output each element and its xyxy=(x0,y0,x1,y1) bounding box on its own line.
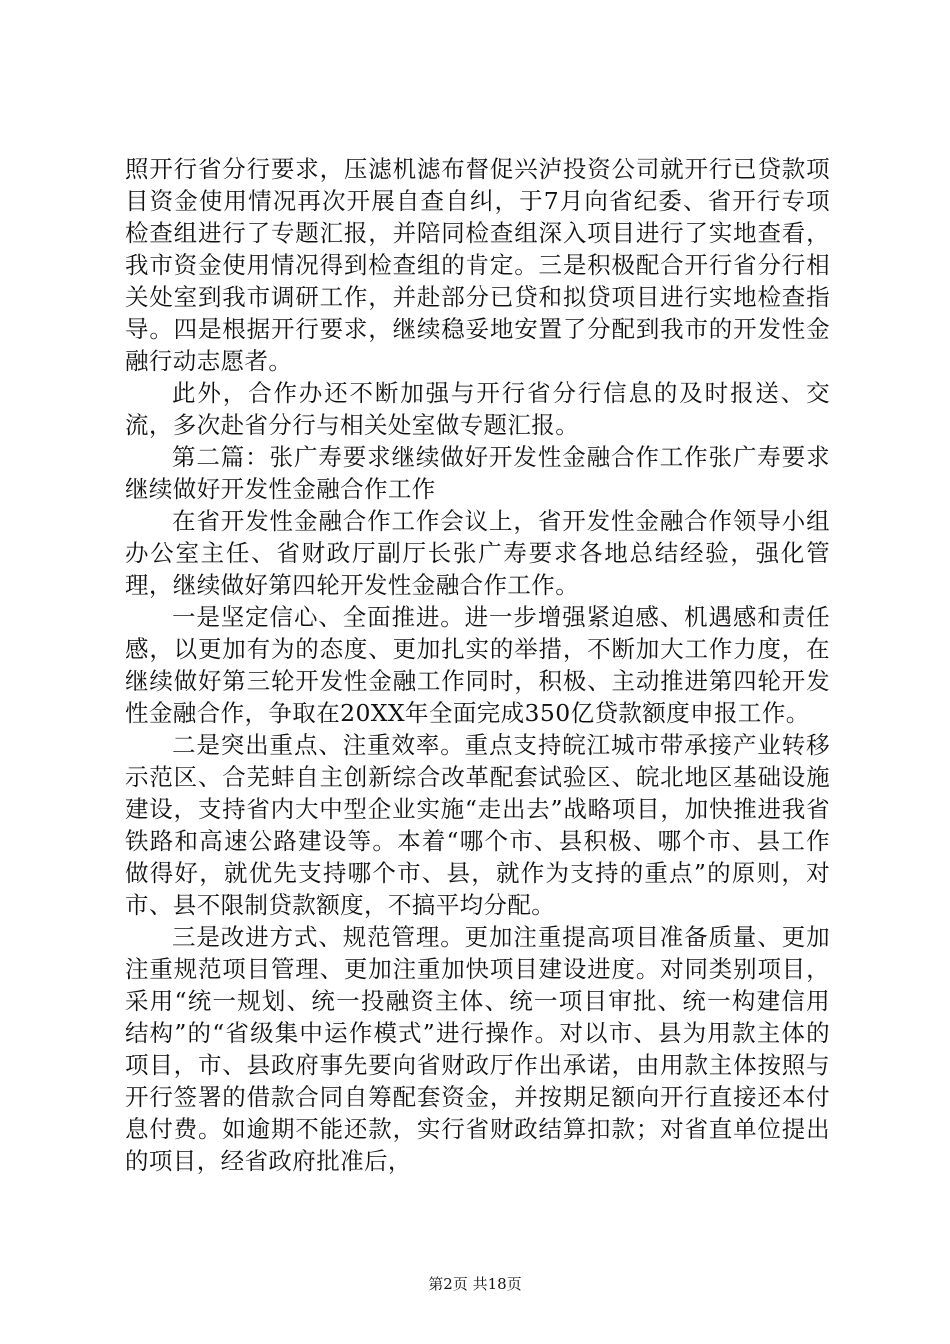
paragraph-6: 二是突出重点、注重效率。重点支持皖江城市带承接产业转移示范区、合芜蚌自主创新综合改革配套试验区、皖北地区基础设施建设，支持省内大中型企业实施“走出去”战略项目，加快推进我省铁路和高速公路建设等。本着“哪个市、县积极、哪个市、县工作做得好，就优先支持哪个市、县，就作为支持的重点”的原则，对市、县不限制贷款额度，不搞平均分配。 xyxy=(125,731,830,919)
paragraph-5: 一是坚定信心、全面推进。进一步增强紧迫感、机遇感和责任感，以更加有为的态度、更加扎实的举措，不断加大工作力度，在继续做好第三轮开发性金融工作同时，积极、主动推进第四轮开发性金融合作，争取在20XX年全面完成350亿贷款额度申报工作。 xyxy=(125,603,830,727)
document-body xyxy=(125,153,830,1177)
paragraph-1: 照开行省分行要求，压滤机滤布督促兴泸投资公司就开行已贷款项目资金使用情况再次开展自查自纠，于7月向省纪委、省开行专项检查组进行了专题汇报，并陪同检查组深入项目进行了实地查看，我市资金使用情况得到检查组的肯定。三是积极配合开行省分行相关处室到我市调研工作，并赴部分已贷和拟贷项目进行实地检查指导。四是根据开行要求，继续稳妥地安置了分配到我市的开发性金融行动志愿者。 xyxy=(125,155,830,375)
paragraph-7: 三是改进方式、规范管理。更加注重提高项目准备质量、更加注重规范项目管理、更加注重加快项目建设进度。对同类别项目，采用“统一规划、统一投融资主体、统一项目审批、统一构建信用结构”的“省级集中运作模式”进行操作。对以市、县为用款主体的项目，市、县政府事先要向省财政厅作出承诺，由用款主体按照与开行签署的借款合同自筹配套资金，并按期足额向开行直接还本付息付费。如逾期不能还款，实行省财政结算扣款；对省直单位提出的项目，经省政府批准后， xyxy=(125,923,830,1175)
paragraph-2: 此外，合作办还不断加强与开行省分行信息的及时报送、交流，多次赴省分行与相关处室做专题汇报。 xyxy=(125,379,830,439)
section-heading: 第二篇：张广寿要求继续做好开发性金融合作工作张广寿要求继续做好开发性金融合作工作 xyxy=(125,443,830,503)
page-number: 第2页 共18页 xyxy=(428,1275,522,1293)
paragraph-4: 在省开发性金融合作工作会议上，省开发性金融合作领导小组办公室主任、省财政厅副厅长张广寿要求各地总结经验，强化管理，继续做好第四轮开发性金融合作工作。 xyxy=(125,507,830,599)
